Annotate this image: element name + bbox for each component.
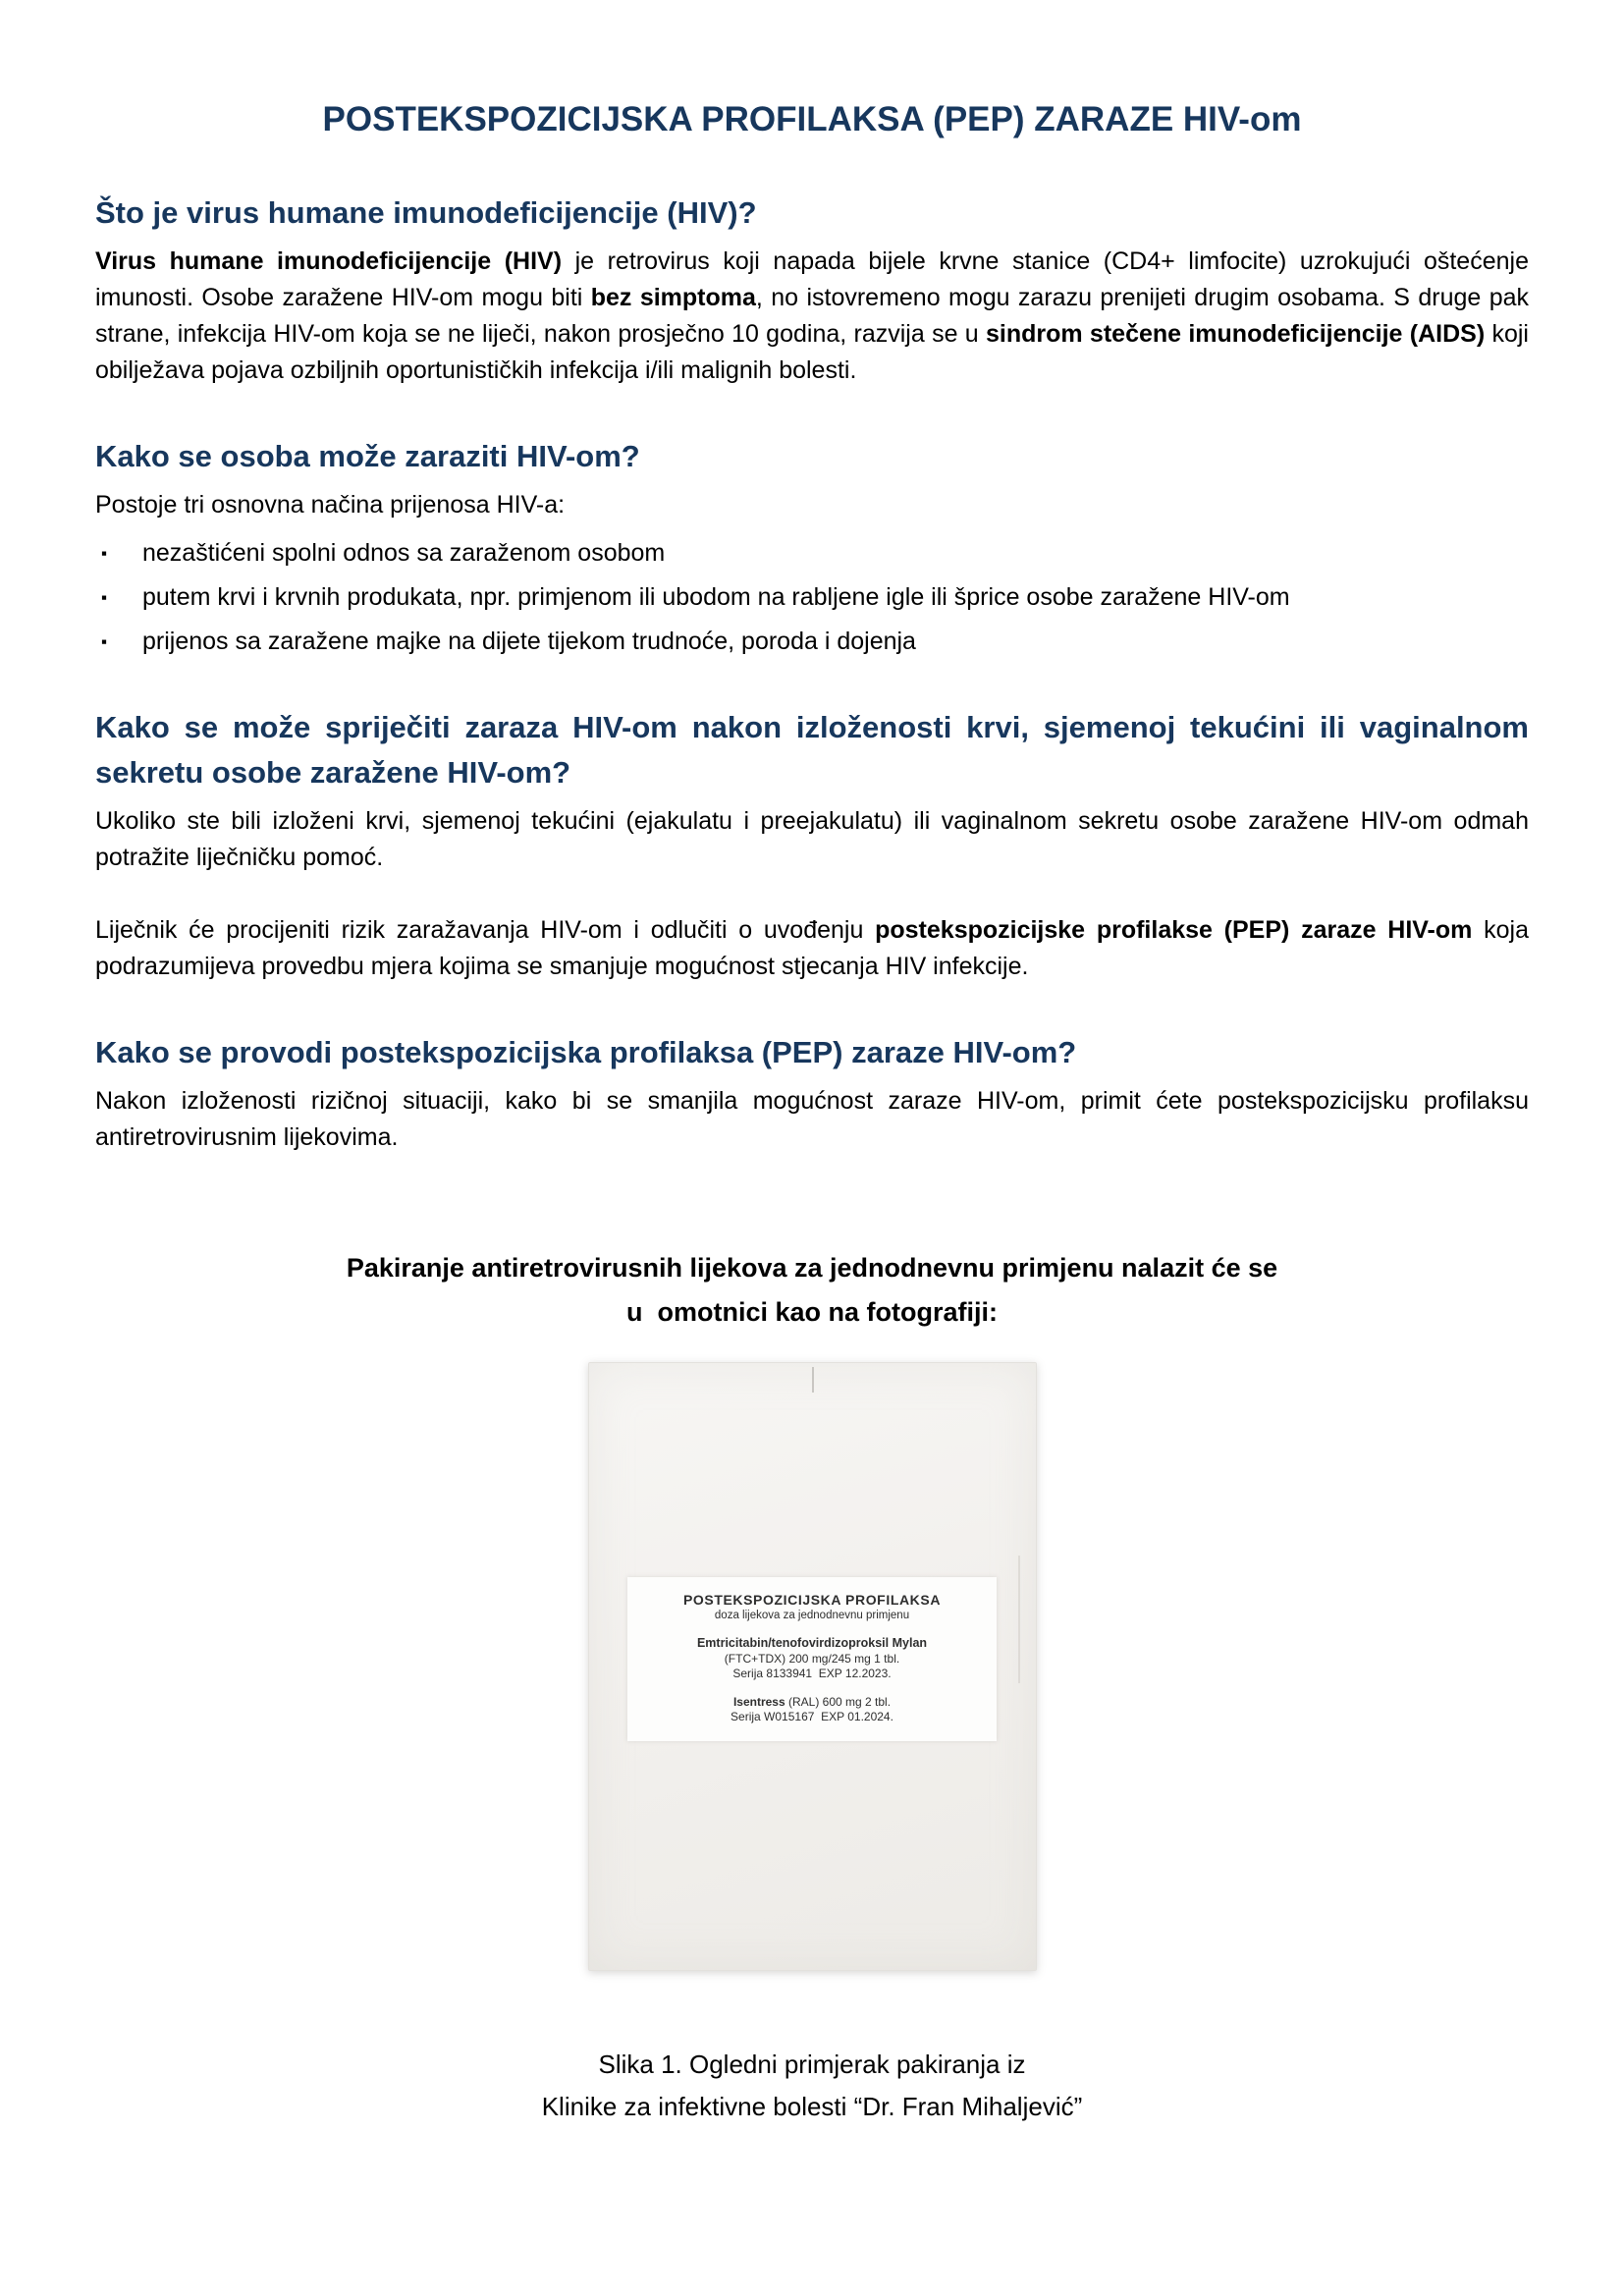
bullet-square-icon: ▪ (101, 632, 108, 651)
bold-virus-hiv: Virus humane imunodeficijencije (HIV) (95, 247, 563, 275)
section-heading-how-pep-works: Kako se provodi postekspozicijska profilaksa (PEP) zaraze HIV-om? (95, 1035, 1077, 1069)
bullet-square-icon: ▪ (101, 588, 108, 607)
figure-caption (95, 2044, 1529, 2128)
label-title: POSTEKSPOZICIJSKA PROFILAKSA (682, 1592, 942, 1608)
envelope-crease (812, 1367, 814, 1393)
list-item (95, 535, 1529, 572)
paragraph-exposure-advice: Ukoliko ste bili izloženi krvi, sjemenoj tekućini (ejakulatu i preejakulatu) ili vaginalnom sekretu osobe zaražene HIV-om odmah potražite liječničku pomoć. (95, 807, 1529, 871)
bullet-text: putem krvi i krvnih produkata, npr. primjenom ili ubodom na rabljene igle ili šprice osobe zaražene HIV-om (142, 583, 1290, 611)
envelope-photo (588, 1362, 1037, 1971)
label-drug1-dose: (FTC+TDX) 200 mg/245 mg 1 tbl. (724, 1651, 900, 1666)
text-run: je retrovirus koji napada bijele krvne stanice (CD4+ limfocite) uzrokujući oštećenje imunosti. Osobe zaražene HIV-om mogu biti (95, 247, 1529, 311)
label-spacer (633, 1682, 991, 1695)
packaging-note-line1: Pakiranje antiretrovirusnih lijekova za jednodnevnu primjenu nalazit će se (346, 1253, 1278, 1283)
label-drug1-name: Emtricitabin/tenofovirdizoproksil Mylan (696, 1636, 928, 1650)
section-heading-how-infected: Kako se osoba može zaraziti HIV-om? (95, 439, 640, 473)
bold-aids: sindrom stečene imunodeficijencije (AIDS) (986, 320, 1486, 348)
paragraph-pep-administration: Nakon izloženosti rizičnoj situaciji, kako bi se smanjila mogućnost zaraze HIV-om, primit ćete postekspozicijsku profilaksu antiretrovirusnim lijekovima. (95, 1087, 1529, 1151)
document-title: POSTEKSPOZICIJSKA PROFILAKSA (PEP) ZARAZE HIV-om (322, 100, 1302, 138)
label-drug1-serial: Serija 8133941 EXP 12.2023. (732, 1667, 892, 1680)
label-drug2-serial: Serija W015167 EXP 01.2024. (731, 1710, 893, 1723)
label-drug2-name: Isentress (732, 1694, 785, 1709)
figure-caption-line2: Klinike za infektivne bolesti “Dr. Fran Mihaljević” (541, 2092, 1083, 2121)
text-run: koja podrazumijeva provedbu mjera kojima se smanjuje mogućnost stjecanja HIV infekcije. (95, 916, 1529, 980)
label-drug2-line (633, 1695, 991, 1711)
figure-caption-line1: Slika 1. Ogledni primjerak pakiranja iz (598, 2050, 1026, 2079)
paragraph-transmission-intro: Postoje tri osnovna načina prijenosa HIV-a: (95, 491, 566, 519)
list-item (95, 624, 1529, 660)
bullet-text: prijenos sa zaražene majke na dijete tijekom trudnoće, poroda i dojenja (142, 628, 916, 655)
figure (95, 1362, 1529, 1971)
bold-bez-simptoma: bez simptoma (590, 284, 756, 311)
label-subtitle: doza lijekova za jednodnevnu primjenu (714, 1610, 910, 1621)
text-run: koji obilježava pojava ozbiljnih oportunističkih infekcija i/ili malignih bolesti. (95, 320, 1529, 384)
section-heading-prevention: Kako se može spriječiti zaraza HIV-om nakon izloženosti krvi, sjemenoj tekućini ili vaginalnom sekretu osobe zaražene HIV-om? (95, 710, 1529, 790)
paragraph-doctor-assessment (95, 912, 1529, 985)
text-run: , no istovremeno mogu zarazu prenijeti drugim osobama. S druge pak strane, infekcija HIV-om koja se ne liječi, nakon prosječno 10 godina, razvija se u (95, 284, 1530, 348)
text-run: Liječnik će procijeniti rizik zaražavanja HIV-om i odlučiti o uvođenju (95, 916, 876, 944)
list-item (95, 579, 1529, 616)
label-spacer (633, 1623, 991, 1636)
label-drug2-rest: (RAL) 600 mg 2 tbl. (785, 1694, 892, 1709)
medication-label (627, 1577, 997, 1741)
bold-pep: postekspozicijske profilakse (PEP) zaraze HIV-om (875, 916, 1473, 944)
packaging-note (95, 1246, 1529, 1335)
packaging-note-line2: u omotnici kao na fotografiji: (626, 1297, 998, 1327)
transmission-bullet-list (95, 535, 1529, 660)
envelope-seam (1018, 1556, 1020, 1683)
section-heading-what-is-hiv: Što je virus humane imunodeficijencije (HIV)? (95, 195, 757, 230)
bullet-text: nezaštićeni spolni odnos sa zaraženom osobom (142, 539, 666, 567)
bullet-square-icon: ▪ (101, 544, 108, 563)
paragraph-hiv-definition (95, 244, 1529, 389)
